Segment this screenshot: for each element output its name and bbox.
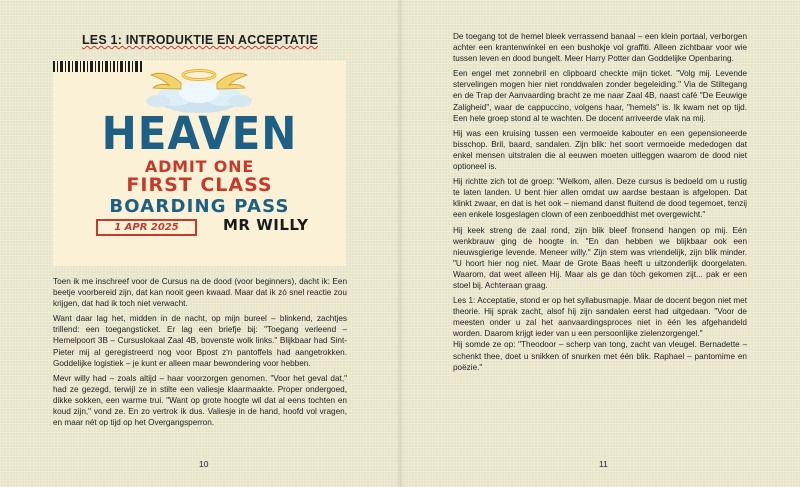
right-paragraph-4: Hij richtte zich tot de groep: "Welkom, allen. Deze cursus is bedoeld om u rustig te laten landen. U bent hier allen omdat uw aardse bestaan is afgelopen. Dat klinkt zwaar, en dat is het ook – niemand danst fluitend de dood tegemoet, tenzij een enkele losgeslagen clown of een zenboeddhist met overgewicht." [453,177,747,220]
page-number-right: 11 [599,459,608,469]
ticket-first-class: FIRST CLASS [126,174,273,196]
right-paragraph-6: Les 1: Acceptatie, stond er op het syllabusmapje. Maar de docent begon niet met theorie. Hij sprak zacht, alsof hij zijn sandalen eerst had uitgedaan. "Voor de meesten onder u zal het aanvaardingsproces niet in één les afgehandeld worden. Daarom krijgt ieder van u een persoonlijke zielenzorgengel." [453,296,747,339]
barcode-icon [53,61,143,72]
right-paragraph-7: Hij somde ze op: "Theodoor – scherp van tong, zacht van vleugel. Bernadette – schenkt thee, doet u snikken of snurken met één blik. Raphael – pantomime en poëzie." [453,340,747,372]
left-paragraph-3: Mevr willy had – zoals altijd – haar voorzorgen genomen. "Voor het geval dat," had ze gezegd, terwijl ze in stilte een valiesje klaarmaakte. Proper ondergoed, dikke sokken, een warme trui. "Want op grote hoogte wil dat al eens tochten en koud zijn," vond ze. En zo vertrok ik dus. Valiesje in de hand, hoofd vol vragen, en maar nét op tijd op het Overgangsperron. [53,373,347,428]
ticket-boarding-pass: BOARDING PASS [109,196,290,217]
right-body-text [453,31,747,373]
page-number-left: 10 [199,459,209,469]
right-paragraph-2: Een engel met zonnebril en clipboard checkte mijn ticket. "Volg mij. Levende stervelingen mogen hier niet ronddwalen zonder begeleiding." Via de Stiltegang en de Trap der Aanvaarding bracht ze me naar Zaal 4B, naast café "De Eeuwige Zaligheid", waar de cappuccino, volgens haar, "hemels" is. Ik kwam net op tijd. Een hele groep stond al te wachten. De docent arriveerde vlak na mij. [453,69,747,123]
ticket-heaven-heading: HEAVEN [101,107,298,160]
ticket-passenger-name: MR WILLY [223,216,309,234]
left-paragraph-2: Want daar lag het, midden in de nacht, op mijn bureel – blinkend, zachtjes trillend: een toegangsticket. Er lag een briefje bij: "Toegang verleend – Hemelpoort 3B – Cursuslokaal Zaal 4B, bovenste wolk links." Blijkbaar had Sint-Pieter mij al geregistreerd nog voor Bpost z'n pantoffels had aangetrokken. Goddelijke logistiek – je kunt er alleen maar bewondering voor hebben. [53,314,347,368]
left-paragraph-1: Toen ik me inschreef voor de Cursus na de dood (voor beginners), dacht ik: Een beetje voorbereid zijn, dat kan nooit geen kwaad. Maar dat ik zó snel reactie zou krijgen, dat had ik toch niet verwacht. [53,277,347,309]
left-body-text [53,276,347,428]
chapter-title: LES 1: INTRODUKTIE EN ACCEPTATIE [81,33,319,47]
halo-icon [183,71,215,80]
right-page [400,0,800,487]
right-paragraph-5: Hij keek streng de zaal rond, zijn blik bleef fronsend hangen op mij. Eén wenkbrauw ging de hoogte in. "En dan hebben we blijkbaar ook een nieuwsgierige levende. Meneer willy." Zijn stem was vriendelijk, zijn blik minder. "U hoort hier nog niet. Maar de Grote Baas heeft u uitzonderlijk doorgelaten. Waarom, dat weet alleen Hij. Maar als ge dan tòch gekomen zijt... pak er een stoel bij. Achteraan graag. [453,225,747,290]
ticket-date: 1 APR 2025 [96,219,197,236]
right-paragraph-3: Hij was een kruising tussen een vermoeide kabouter en een gepensioneerde bisschop. Bril, baard, sandalen. Zijn blik: het soort vermoeide mededogen dat enkel mensen uitstralen die al eeuwen moeten uitleggen waarom de dood niet optioneel is. [453,128,747,172]
boarding-pass-ticket [53,61,346,266]
right-paragraph-1: De toegang tot de hemel bleek verrassend banaal – een klein portaal, verborgen achter een krantenwinkel en een bushokje vol graffiti. Alleen zichtbaar voor wie tussen leven en dood bungelt. Meer Harry Potter dan Goddelijke Openbaring. [453,32,747,64]
ticket-admit-one: ADMIT ONE [144,157,255,176]
